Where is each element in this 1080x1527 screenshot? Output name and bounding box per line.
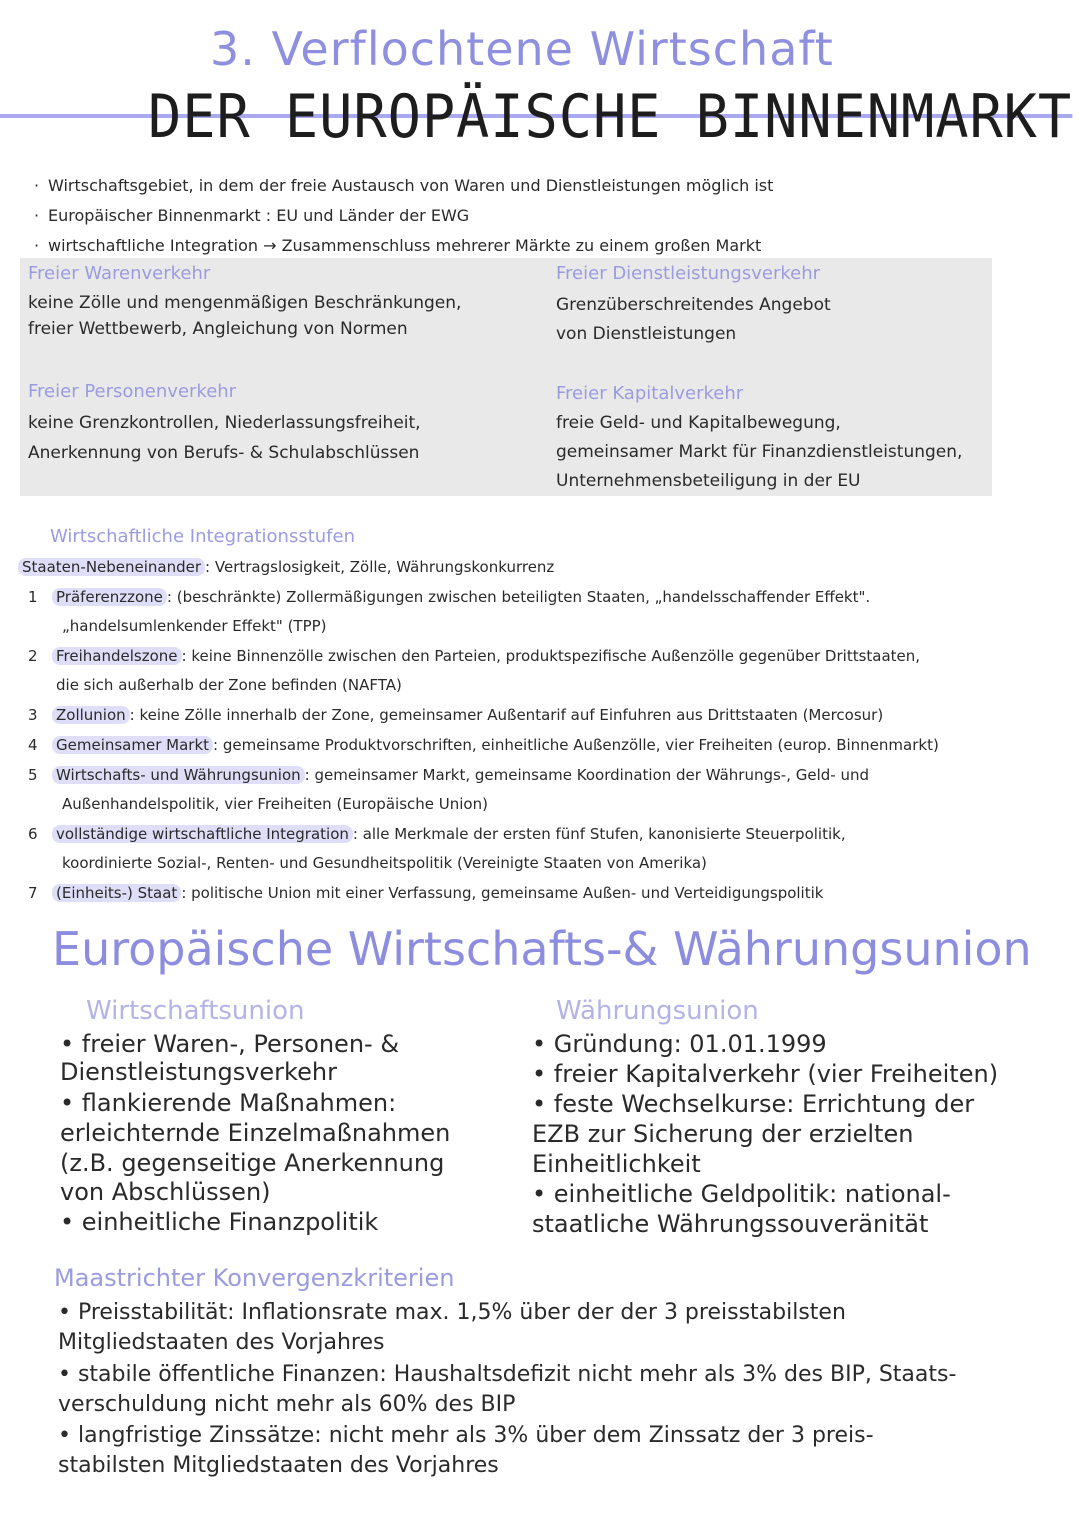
stage-1-cont: „handelsumlenkender Effekt" (TPP) (62, 617, 327, 635)
wae-line: EZB zur Sicherung der erzielten (532, 1120, 914, 1148)
stage-2: 2 Freihandelszone : keine Binnenzölle zwischen den Parteien, produktspezifische Außenzölle gegenüber Drittstaaten, (28, 647, 921, 665)
intro-item: · Europäischer Binnenmarkt : EU und Länder der EWG (34, 206, 470, 225)
stage-0: Staaten-Nebeneinander : Vertragslosigkeit, Zölle, Währungskonkurrenz (18, 558, 554, 576)
stage-1: 1 Präferenzzone : (beschränkte) Zollermäßigungen zwischen beteiligten Staaten, „handelsschaffender Effekt". (28, 588, 871, 606)
freedom-text: keine Grenzkontrollen, Niederlassungsfreiheit, (28, 413, 421, 433)
wae-line: staatliche Währungssouveränität (532, 1210, 929, 1238)
stage-4: 4 Gemeinsamer Markt : gemeinsame Produktvorschriften, einheitliche Außenzölle, vier Freiheiten (europ. Binnenmarkt) (28, 736, 939, 754)
freedom-text: Unternehmensbeteiligung in der EU (556, 471, 861, 491)
intro-item: · wirtschaftliche Integration → Zusammenschluss mehrerer Märkte zu einem großen Markt (34, 236, 762, 255)
wirtschaftsunion-heading: Wirtschaftsunion (86, 996, 305, 1026)
freedom-heading-personen: Freier Personenverkehr (28, 381, 237, 402)
wu-line: • freier Waren-, Personen- & (60, 1030, 400, 1058)
ewwu-title: Europäische Wirtschafts-& Währungsunion (52, 922, 1032, 976)
freedom-text: Anerkennung von Berufs- & Schulabschlüssen (28, 443, 420, 463)
freedom-text: von Dienstleistungen (556, 324, 737, 344)
intro-item: · Wirtschaftsgebiet, in dem der freie Austausch von Waren und Dienstleistungen möglich ist (34, 176, 774, 195)
wu-line: • einheitliche Finanzpolitik (60, 1208, 379, 1236)
stage-6-cont: koordinierte Sozial-, Renten- und Gesundheitspolitik (Vereinigte Staaten von Amerika) (62, 854, 707, 872)
integration-heading: Wirtschaftliche Integrationsstufen (50, 526, 355, 547)
wae-line: • feste Wechselkurse: Errichtung der (532, 1090, 975, 1118)
maastricht-line: • Preisstabilität: Inflationsrate max. 1,5% über der der 3 preisstabilsten (58, 1300, 846, 1325)
wae-line: • einheitliche Geldpolitik: national- (532, 1180, 951, 1208)
maastricht-line: • langfristige Zinssätze: nicht mehr als 3% über dem Zinssatz der 3 preis- (58, 1423, 874, 1448)
maastricht-line: • stabile öffentliche Finanzen: Haushaltsdefizit nicht mehr als 3% des BIP, Staats- (58, 1362, 957, 1387)
freedom-text: freie Geld- und Kapitalbewegung, (556, 413, 841, 433)
stage-5-cont: Außenhandelspolitik, vier Freiheiten (Europäische Union) (62, 795, 488, 813)
wae-line: Einheitlichkeit (532, 1150, 701, 1178)
wu-line: (z.B. gegenseitige Anerkennung (60, 1149, 445, 1177)
wu-line: von Abschlüssen) (60, 1178, 271, 1206)
maastricht-heading: Maastrichter Konvergenzkriterien (54, 1264, 455, 1292)
freedom-text: freier Wettbewerb, Angleichung von Normen (28, 319, 408, 339)
stage-2-cont: die sich außerhalb der Zone befinden (NAFTA) (56, 676, 402, 694)
wu-line: Dienstleistungsverkehr (60, 1058, 337, 1086)
freedom-heading-dienstleistungen: Freier Dienstleistungsverkehr (556, 263, 821, 284)
freedom-text: Grenzüberschreitendes Angebot (556, 295, 831, 315)
stage-6: 6 vollständige wirtschaftliche Integration : alle Merkmale der ersten fünf Stufen, kanonisierte Steuerpolitik, (28, 825, 846, 843)
freedom-text: keine Zölle und mengenmäßigen Beschränkungen, (28, 293, 462, 313)
maastricht-line: stabilsten Mitgliedstaaten des Vorjahres (58, 1453, 499, 1478)
stage-5: 5 Wirtschafts- und Währungsunion : gemeinsamer Markt, gemeinsame Koordination der Währungs-, Geld- und (28, 766, 870, 784)
freedom-heading-kapital: Freier Kapitalverkehr (556, 383, 744, 404)
page-title: DER EUROPÄISCHE BINNENMARKT (148, 82, 1073, 152)
wae-line: • freier Kapitalverkehr (vier Freiheiten) (532, 1060, 999, 1088)
wu-line: • flankierende Maßnahmen: (60, 1089, 397, 1117)
stage-7: 7 (Einheits-) Staat : politische Union mit einer Verfassung, gemeinsame Außen- und Verteidigungspolitik (28, 884, 824, 902)
stage-3: 3 Zollunion : keine Zölle innerhalb der Zone, gemeinsamer Außentarif auf Einfuhren aus Drittstaaten (Mercosur) (28, 706, 884, 724)
maastricht-line: Mitgliedstaaten des Vorjahres (58, 1330, 385, 1355)
wu-line: erleichternde Einzelmaßnahmen (60, 1119, 451, 1147)
freedom-heading-waren: Freier Warenverkehr (28, 263, 211, 284)
freedom-text: gemeinsamer Markt für Finanzdienstleistungen, (556, 442, 963, 462)
waehrungsunion-heading: Währungsunion (556, 996, 759, 1026)
chapter-title: 3. Verflochtene Wirtschaft (210, 22, 834, 76)
wae-line: • Gründung: 01.01.1999 (532, 1030, 827, 1058)
maastricht-line: verschuldung nicht mehr als 60% des BIP (58, 1392, 516, 1417)
